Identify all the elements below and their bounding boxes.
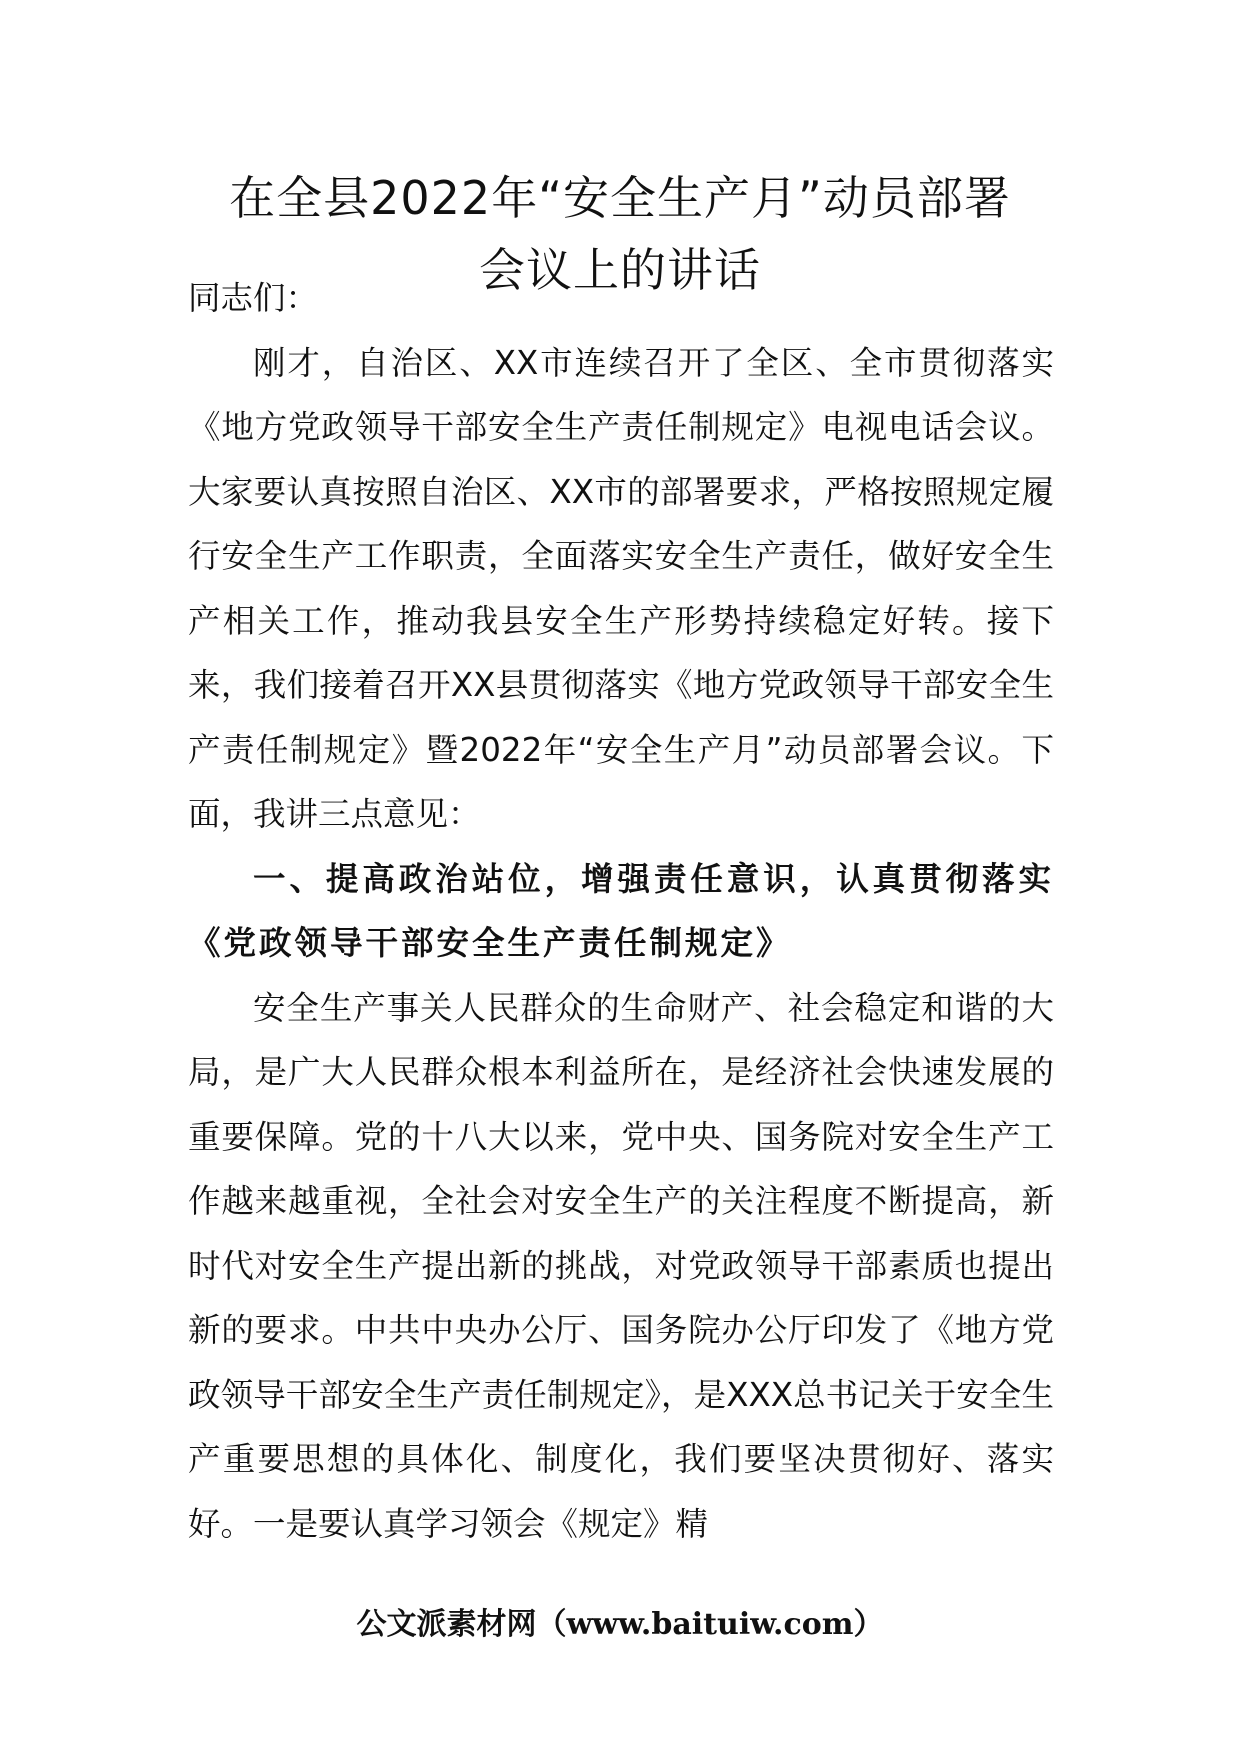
salutation: 同志们： (188, 279, 319, 317)
paragraph-1: 刚才，自治区、XX市连续召开了全区、全市贯彻落实《地方党政领导干部安全生产责任制规定》电视电话会议。大家要认真按照自治区、XX市的部署要求，严格按照规定履行安全生产工作职责，全面落实安全生产责任，做好安全生产相关工作，推动我县安全生产形势持续稳定好转。接下来，我们接着召开XX县贯彻落实《地方党政领导干部安全生产责任制规定》暨2022年“安全生产月”动员部署会议。下面，我讲三点意见： (188, 343, 1054, 833)
title-line-1: 在全县2022年“安全生产月”动员部署 (229, 171, 1011, 225)
paragraph-2: 安全生产事关人民群众的生命财产、社会稳定和谐的大局，是广大人民群众根本利益所在，是经济社会快速发展的重要保障。党的十八大以来，党中央、国务院对安全生产工作越来越重视，全社会对安全生产的关注程度不断提高，新时代对安全生产提出新的挑战，对党政领导干部素质也提出新的要求。中共中央办公厅、国务院办公厅印发了《地方党政领导干部安全生产责任制规定》，是XXX总书记关于安全生产重要思想的具体化、制度化，我们要坚决贯彻好、落实好。一是要认真学习领会《规定》精 (188, 988, 1054, 1543)
section-heading-1: 一、提高政治站位，增强责任意识，认真贯彻落实《党政领导干部安全生产责任制规定》 (188, 859, 1054, 962)
document-body (188, 266, 1054, 1556)
title-line-2: 会议上的讲话 (479, 243, 761, 297)
footer-watermark: 公文派素材网（www.baituiw.com） (356, 1607, 884, 1642)
